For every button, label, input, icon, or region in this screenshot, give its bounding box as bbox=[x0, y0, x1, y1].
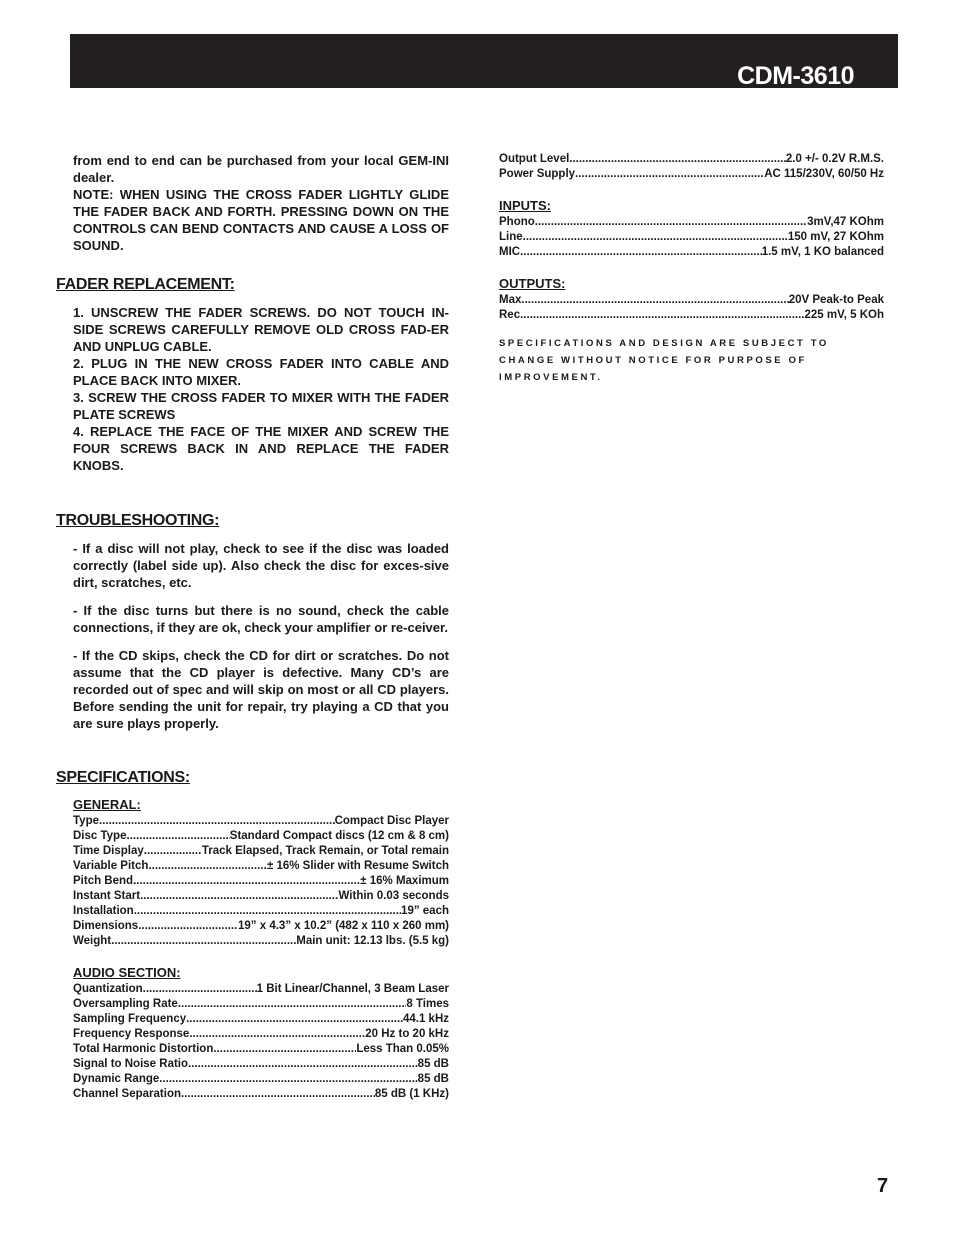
audio-section-subheading: AUDIO SECTION: bbox=[73, 965, 181, 980]
fader-step: 1. UNSCREW THE FADER SCREWS. DO NOT TOUCH IN-SIDE SCREWS CAREFULLY REMOVE OLD CROSS FAD-ER AND UNPLUG CABLE. bbox=[73, 305, 449, 354]
spec-row: Dimensions ..... 19” x 4.3” x 10.2” (482 x 110 x 260 mm) bbox=[73, 919, 449, 934]
inputs-spec-list bbox=[499, 215, 884, 260]
spec-row: Time Display ..... Track Elapsed, Track Remain, or Total remain bbox=[73, 844, 449, 859]
model-title: CDM-3610 bbox=[737, 62, 854, 90]
troubleshooting-item: - If the CD skips, check the CD for dirt or scratches. Do not assume that the CD player is defective. Many CD’s are recorded out of spec and will skip on most or all CD players. Before sending the unit for repair, try playing a CD that you are sure plays properly. bbox=[73, 648, 449, 731]
spec-row: Dynamic Range ..... 85 dB bbox=[73, 1072, 449, 1087]
spec-row: Signal to Noise Ratio ..... 85 dB bbox=[73, 1057, 449, 1072]
spec-row: Max ..... 20V Peak-to Peak bbox=[499, 293, 884, 308]
spec-row: Disc Type ..... Standard Compact discs (12 cm & 8 cm) bbox=[73, 829, 449, 844]
fader-replacement-heading: FADER REPLACEMENT: bbox=[56, 276, 235, 293]
spec-row: Oversampling Rate ..... 8 Times bbox=[73, 997, 449, 1012]
spec-row: Instant Start ..... Within 0.03 seconds bbox=[73, 889, 449, 904]
page-number: 7 bbox=[877, 1175, 889, 1197]
spec-row: Sampling Frequency ..... 44.1 kHz bbox=[73, 1012, 449, 1027]
inputs-subheading: INPUTS: bbox=[499, 198, 551, 213]
specifications-notice: SPECIFICATIONS AND DESIGN ARE SUBJECT TO CHANGE WITHOUT NOTICE FOR PURPOSE OF IMPROVEMENT. bbox=[499, 338, 829, 383]
spec-row: Quantization ..... 1 Bit Linear/Channel, 3 Beam Laser bbox=[73, 982, 449, 997]
intro-note: NOTE: WHEN USING THE CROSS FADER LIGHTLY GLIDE THE FADER BACK AND FORTH. PRESSING DOWN ON THE CONTROLS CAN BEND CONTACTS AND CAUSE A LOSS OF SOUND. bbox=[73, 187, 449, 253]
audio-spec-list bbox=[73, 982, 449, 1102]
outputs-subheading: OUTPUTS: bbox=[499, 276, 566, 291]
output-power-spec-list bbox=[499, 152, 884, 182]
spec-row: Installation ..... 19” each bbox=[73, 904, 449, 919]
left-column bbox=[56, 152, 449, 1102]
general-spec-list bbox=[73, 814, 449, 949]
spec-row: Line ..... 150 mV, 27 KOhm bbox=[499, 230, 884, 245]
right-column bbox=[499, 152, 884, 386]
spec-row: Channel Separation ..... 85 dB (1 KHz) bbox=[73, 1087, 449, 1102]
outputs-spec-list bbox=[499, 293, 884, 323]
troubleshooting-heading: TROUBLESHOOTING: bbox=[56, 512, 220, 529]
fader-step: 4. REPLACE THE FACE OF THE MIXER AND SCREW THE FOUR SCREWS BACK IN AND REPLACE THE FADER KNOBS. bbox=[73, 424, 449, 473]
spec-row: Frequency Response ..... 20 Hz to 20 kHz bbox=[73, 1027, 449, 1042]
specifications-heading: SPECIFICATIONS: bbox=[56, 769, 190, 786]
intro-text: from end to end can be purchased from your local GEM-INI dealer. bbox=[73, 153, 449, 185]
troubleshooting-item: - If the disc turns but there is no sound, check the cable connections, if they are ok, check your amplifier or re-ceiver. bbox=[73, 603, 449, 635]
spec-row: MIC ..... 1.5 mV, 1 KO balanced bbox=[499, 245, 884, 260]
header-bar bbox=[70, 34, 898, 88]
fader-step: 3. SCREW THE CROSS FADER TO MIXER WITH THE FADER PLATE SCREWS bbox=[73, 390, 449, 422]
spec-row: Pitch Bend ..... ± 16% Maximum bbox=[73, 874, 449, 889]
spec-row: Total Harmonic Distortion ..... Less Than 0.05% bbox=[73, 1042, 449, 1057]
spec-row: Phono ..... 3mV,47 KOhm bbox=[499, 215, 884, 230]
spec-row: Weight ..... Main unit: 12.13 lbs. (5.5 kg) bbox=[73, 934, 449, 949]
troubleshooting-item: - If a disc will not play, check to see if the disc was loaded correctly (label side up). Also check the disc for exces-sive dirt, scratches, etc. bbox=[73, 541, 449, 590]
general-subheading: GENERAL: bbox=[73, 797, 141, 812]
spec-row: Variable Pitch ..... ± 16% Slider with Resume Switch bbox=[73, 859, 449, 874]
fader-step: 2. PLUG IN THE NEW CROSS FADER INTO CABLE AND PLACE BACK INTO MIXER. bbox=[73, 356, 449, 388]
spec-row: Output Level ..... 2.0 +/- 0.2V R.M.S. bbox=[499, 152, 884, 167]
spec-row: Power Supply ..... AC 115/230V, 60/50 Hz bbox=[499, 167, 884, 182]
spec-row: Rec ..... 225 mV, 5 KOh bbox=[499, 308, 884, 323]
spec-row: Type ..... Compact Disc Player bbox=[73, 814, 449, 829]
